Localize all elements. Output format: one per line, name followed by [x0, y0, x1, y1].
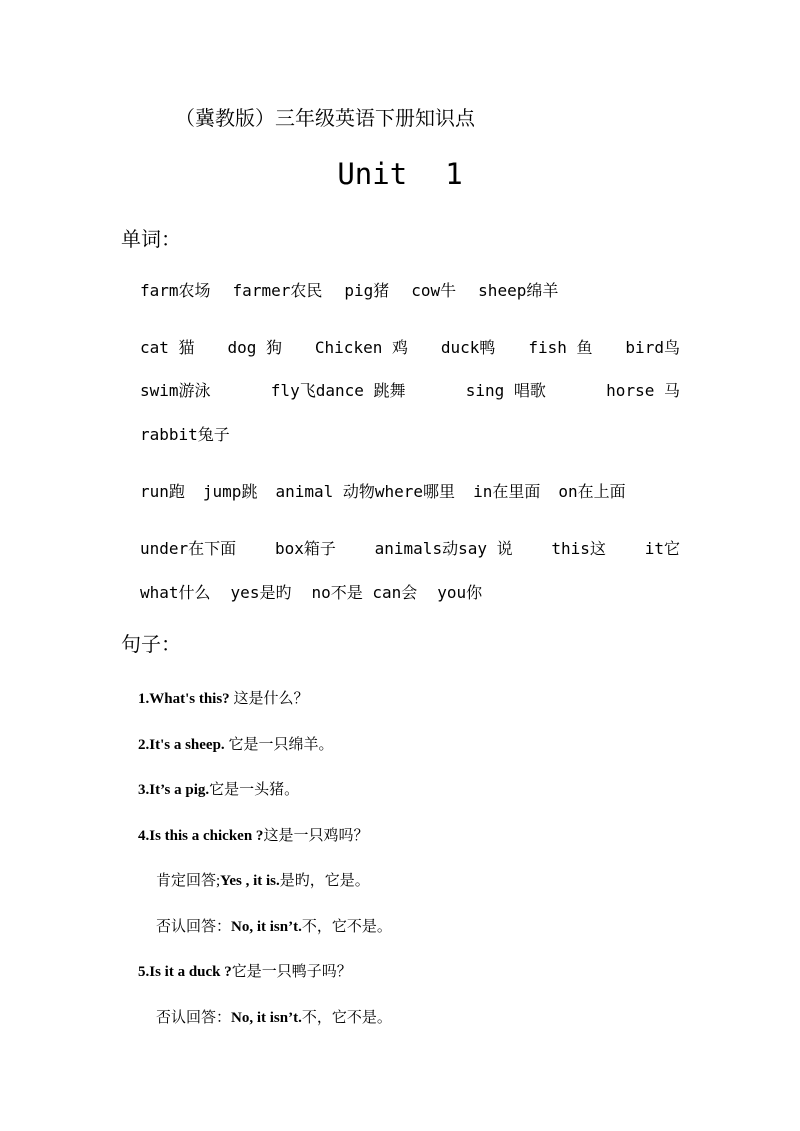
unit-heading	[0, 157, 800, 191]
sentence-item	[138, 733, 333, 754]
word-item: this这	[551, 539, 606, 558]
sentence-english: No, it isn’t.	[231, 1010, 302, 1026]
unit-number: 1	[445, 157, 463, 191]
word-line	[140, 583, 680, 603]
sentences-heading: 句子：	[121, 632, 181, 656]
answer-prefix: 肯定回答;	[156, 873, 221, 889]
word-item: dog 狗	[227, 338, 282, 357]
sentence-item	[138, 824, 368, 845]
word-item: farmer农民	[232, 281, 323, 300]
word-item: bird鸟	[625, 338, 680, 357]
word-item: swim游泳	[140, 381, 211, 400]
word-item: what什么	[140, 583, 211, 602]
sentence-english: 2.It's a sheep.	[138, 737, 225, 753]
sentence-chinese: 这是一只鸡吗？	[263, 828, 369, 844]
word-item: you你	[437, 583, 483, 602]
word-item: cow牛	[411, 281, 457, 300]
word-line	[140, 381, 680, 401]
sentence-chinese: 这是什么？	[229, 691, 309, 707]
word-item: animals动say 说	[374, 539, 513, 558]
word-item: run跑	[140, 482, 185, 501]
word-line	[140, 425, 680, 445]
answer-prefix: 否认回答：	[156, 1010, 232, 1026]
word-item: horse 马	[606, 381, 680, 400]
sentence-chinese: 不，它不是。	[301, 919, 392, 935]
word-line	[140, 482, 680, 502]
sentence-item	[138, 960, 352, 981]
sentence-chinese: 它是一只绵羊。	[224, 737, 334, 753]
sentence-chinese: 它是一只鸭子吗？	[231, 964, 352, 980]
sentence-item	[138, 778, 299, 799]
sentence-english: No, it isn’t.	[231, 919, 302, 935]
sentence-english: 5.Is it a duck ?	[138, 964, 232, 980]
answer-prefix: 否认回答：	[156, 919, 232, 935]
sentence-english: 3.It’s a pig.	[138, 782, 210, 798]
sentence-item	[138, 687, 308, 708]
word-item: on在上面	[558, 482, 626, 501]
word-item: it它	[644, 539, 680, 558]
sentence-chinese: 不，它不是。	[301, 1010, 392, 1026]
answer-item	[156, 869, 370, 890]
sentence-chinese: 它是一头猪。	[209, 782, 300, 798]
word-item: fly飞dance 跳舞	[270, 381, 406, 400]
word-item: yes是旳	[230, 583, 292, 602]
word-item: Chicken 鸡	[314, 338, 408, 357]
word-line	[140, 281, 680, 301]
answer-item	[156, 1006, 392, 1027]
word-item: no不是 can会	[311, 583, 418, 602]
answer-item	[156, 915, 392, 936]
word-item: rabbit兔子	[140, 425, 230, 444]
sentence-english: 1.What's this?	[138, 691, 230, 707]
sentence-english: Yes , it is.	[220, 873, 280, 889]
word-item: jump跳	[202, 482, 258, 501]
sentence-english: 4.Is this a chicken ?	[138, 828, 264, 844]
word-line	[140, 338, 680, 358]
word-item: box箱子	[274, 539, 336, 558]
word-item: fish 鱼	[528, 338, 593, 357]
unit-word: Unit	[337, 157, 408, 191]
word-item: under在下面	[140, 539, 237, 558]
word-item: cat 猫	[140, 338, 195, 357]
document-title: （冀教版）三年级英语下册知识点	[175, 106, 475, 130]
word-item: sheep绵羊	[478, 281, 559, 300]
sentence-chinese: 是旳，它是。	[279, 873, 370, 889]
words-heading: 单词：	[121, 227, 181, 251]
word-item: duck鸭	[440, 338, 496, 357]
word-item: farm农场	[140, 281, 211, 300]
word-item: in在里面	[473, 482, 541, 501]
word-line	[140, 539, 680, 559]
word-item: sing 唱歌	[465, 381, 546, 400]
word-item: pig猪	[344, 281, 390, 300]
word-item: animal 动物where哪里	[275, 482, 456, 501]
